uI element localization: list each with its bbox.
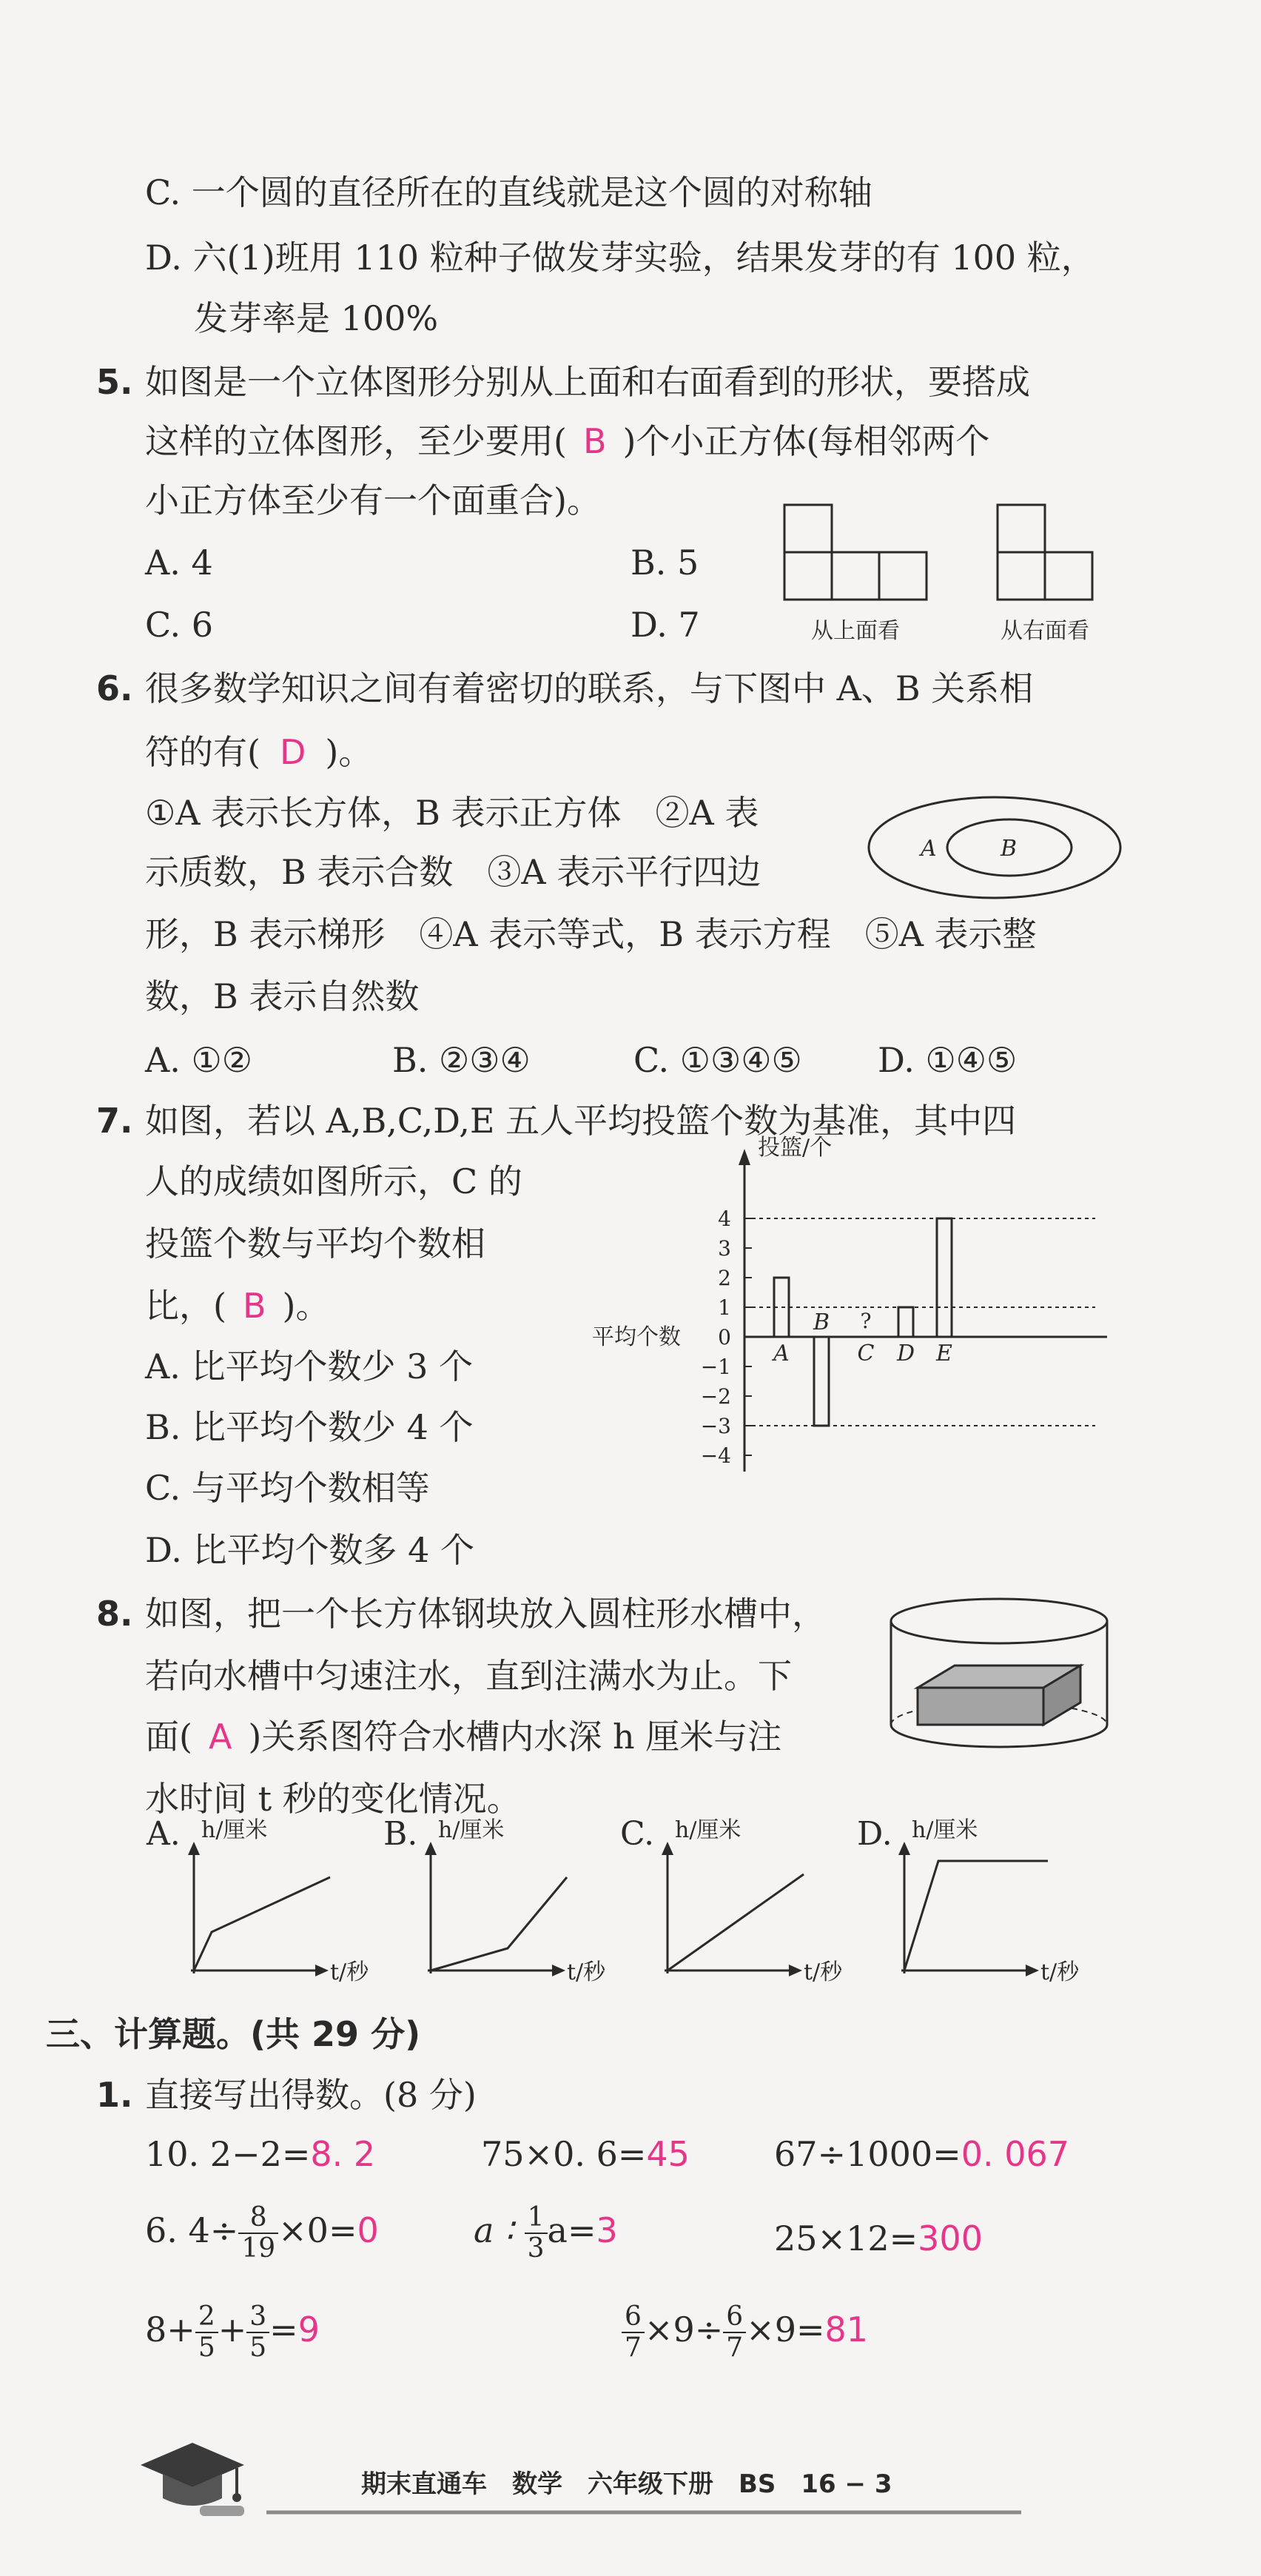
bar-unknown-mark: ?: [860, 1309, 872, 1333]
graph-x-label: t/秒: [330, 1959, 369, 1985]
graph-curve: [194, 1877, 330, 1970]
q7-line4: 比，( B )。: [145, 1286, 330, 1326]
graph-x-arrow: [789, 1965, 802, 1976]
q6-line1: 很多数学知识之间有着密切的联系，与下图中 A、B 关系相: [145, 668, 1034, 708]
graph-option-label: C.: [620, 1815, 655, 1853]
fraction-1-3: $\frac{1}{3}$: [525, 2203, 548, 2264]
graph-y-label: h/厘米: [201, 1817, 268, 1843]
graduation-cap-icon: [133, 2435, 259, 2524]
graph-y-label: h/厘米: [675, 1817, 742, 1843]
calc-answer-5: 3: [596, 2210, 618, 2250]
graph-y-arrow: [898, 1842, 910, 1855]
bar-D: [898, 1307, 913, 1337]
calc-expr-5: a ∶ $\frac{1}{3}$ a=3: [474, 2202, 618, 2264]
q7-line3: 投篮个数与平均个数相: [145, 1224, 485, 1264]
q6-line6: 数，B 表示自然数: [145, 976, 420, 1016]
y-tick-label: 4: [718, 1207, 731, 1231]
fraction-2-5: $\frac{2}{5}$: [195, 2302, 218, 2363]
q8-graph-b: [382, 1800, 626, 1993]
tank-top-rim: [891, 1599, 1107, 1643]
q8-answer: A: [208, 1717, 232, 1757]
graph-curve: [904, 1861, 1048, 1970]
q5-number: 5.: [96, 362, 133, 402]
q6-option-d: D. ①④⑤: [878, 1040, 1018, 1080]
calc-expr-2: 75×0. 6=45: [481, 2134, 690, 2174]
q7-line2: 人的成绩如图所示，C 的: [145, 1161, 522, 1201]
y-tick-label: 3: [718, 1236, 731, 1261]
fraction-6-7-b: $\frac{6}{7}$: [723, 2302, 746, 2363]
calc-answer-6: 300: [918, 2218, 983, 2258]
y-tick-label: −3: [700, 1414, 731, 1438]
calc-q1-title: 直接写出得数。(8 分): [145, 2075, 477, 2115]
y-tick-label: 1: [718, 1295, 731, 1320]
baseline-label: 平均个数: [592, 1324, 681, 1350]
q6-option-b: B. ②③④: [392, 1040, 531, 1080]
calc-answer-8: 81: [824, 2310, 869, 2349]
graph-curve: [431, 1877, 567, 1970]
calc-q1-number: 1.: [96, 2075, 133, 2115]
q6-line3: ①A 表示长方体，B 表示正方体 ②A 表: [145, 793, 759, 833]
q4-option-c: C. 一个圆的直径所在的直线就是这个圆的对称轴: [145, 172, 872, 212]
q8-line3: 面( A )关系图符合水槽内水深 h 厘米与注: [145, 1717, 782, 1757]
footer-text: 期末直通车 数学 六年级下册 BS 16 − 3: [361, 2469, 892, 2499]
graph-y-label: h/厘米: [438, 1817, 505, 1843]
top-view-label: 从上面看: [811, 618, 900, 644]
q7-bar-chart: [577, 1133, 1110, 1480]
calc-expr-1: 10. 2−2=8. 2: [145, 2134, 376, 2174]
y-tick-label: −2: [700, 1384, 731, 1409]
q8-graph-c: [619, 1800, 863, 1993]
category-label-C: C: [857, 1341, 875, 1366]
fraction-8-19: $\frac{8}{19}$: [238, 2203, 278, 2264]
fraction-3-5: $\frac{3}{5}$: [246, 2302, 269, 2363]
graph-x-arrow: [315, 1965, 329, 1976]
q4-option-d-line1: D. 六(1)班用 110 粒种子做发芽实验，结果发芽的有 100 粒，: [145, 238, 1095, 278]
q8-line1: 如图，把一个长方体钢块放入圆柱形水槽中，: [145, 1594, 826, 1634]
q7-option-a: A. 比平均个数少 3 个: [145, 1346, 473, 1386]
calc-expr-8: $\frac{6}{7}$ ×9÷ $\frac{6}{7}$ ×9=81: [622, 2302, 868, 2363]
y-tick-label: −4: [700, 1443, 731, 1468]
calc-answer-4: 0: [357, 2210, 379, 2250]
venn-outer-set: [869, 797, 1120, 898]
q8-graph-a: [145, 1800, 389, 1993]
q8-line2: 若向水槽中匀速注水，直到注满水为止。下: [145, 1656, 792, 1696]
category-label-A: A: [773, 1341, 790, 1366]
q7-option-d: D. 比平均个数多 4 个: [145, 1530, 474, 1570]
category-label-E: E: [936, 1341, 952, 1366]
top-view-shape: [784, 505, 927, 600]
q6-answer: D: [279, 732, 306, 772]
q4-option-d-line2: 发芽率是 100%: [194, 298, 439, 338]
q5-line3: 小正方体至少有一个面重合)。: [145, 480, 601, 520]
graph-x-label: t/秒: [804, 1959, 843, 1985]
q6-option-c: C. ①③④⑤: [633, 1040, 802, 1080]
footer-rule: [266, 2508, 1021, 2517]
q5-views-figure: [770, 496, 1125, 651]
steel-block: [918, 1666, 1080, 1725]
q8-graph-d: [855, 1800, 1100, 1993]
venn-label-a: A: [921, 836, 937, 862]
calc-answer-3: 0. 067: [961, 2134, 1069, 2174]
y-tick-label: 0: [718, 1325, 731, 1349]
q6-line4: 示质数，B 表示合数 ③A 表示平行四边: [145, 852, 761, 892]
graph-x-label: t/秒: [567, 1959, 606, 1985]
q7-option-b: B. 比平均个数少 4 个: [145, 1407, 474, 1447]
q6-line5: 形，B 表示梯形 ④A 表示等式，B 表示方程 ⑤A 表示整: [145, 914, 1037, 954]
q5-option-d: D. 7: [630, 605, 700, 645]
q5-answer: B: [582, 421, 607, 461]
y-tick-label: −1: [700, 1355, 731, 1379]
calc-expr-6: 25×12=300: [774, 2218, 983, 2258]
graph-x-arrow: [552, 1965, 565, 1976]
q6-number: 6.: [96, 668, 133, 708]
graph-x-label: t/秒: [1040, 1959, 1080, 1985]
section3-title: 三、计算题。(共 29 分): [46, 2014, 421, 2054]
q6-option-a: A. ①②: [145, 1040, 252, 1080]
q7-number: 7.: [96, 1101, 133, 1141]
q8-number: 8.: [96, 1594, 133, 1634]
q5-line1: 如图是一个立体图形分别从上面和右面看到的形状，要搭成: [145, 362, 1030, 402]
category-label-D: D: [896, 1341, 915, 1366]
bar-B: [814, 1337, 829, 1426]
calc-answer-1: 8. 2: [310, 2134, 376, 2174]
q7-answer: B: [242, 1286, 266, 1326]
graph-option-label: B.: [383, 1815, 418, 1853]
graph-option-label: A.: [147, 1815, 181, 1853]
graph-y-arrow: [425, 1842, 437, 1855]
graph-y-arrow: [188, 1842, 200, 1855]
venn-label-b: B: [1001, 836, 1018, 862]
q6-venn-diagram: [861, 792, 1128, 903]
calc-expr-3: 67÷1000=0. 067: [774, 2134, 1069, 2174]
right-view-label: 从右面看: [1001, 618, 1089, 644]
calc-expr-4: 6. 4÷ $\frac{8}{19}$ ×0=0: [145, 2202, 379, 2264]
y-axis-arrow: [739, 1149, 750, 1165]
category-label-B: B: [813, 1309, 830, 1335]
graph-curve: [668, 1874, 804, 1970]
calc-answer-7: 9: [297, 2310, 320, 2349]
y-axis-label: 投篮/个: [758, 1135, 833, 1161]
q8-line4: 水时间 t 秒的变化情况。: [145, 1779, 521, 1819]
q7-line1: 如图，若以 A,B,C,D,E 五人平均投篮个数为基准，其中四: [145, 1101, 1017, 1141]
q5-option-a: A. 4: [145, 543, 213, 583]
q6-line2: 符的有( D )。: [145, 732, 373, 772]
q5-option-c: C. 6: [145, 605, 214, 645]
q5-option-b: B. 5: [630, 543, 699, 583]
right-view-shape: [998, 505, 1092, 600]
graph-option-label: D.: [857, 1815, 892, 1853]
calc-answer-2: 45: [646, 2134, 690, 2174]
q5-line2: 这样的立体图形，至少要用( B )个小正方体(每相邻两个: [145, 421, 990, 461]
graph-x-arrow: [1026, 1965, 1039, 1976]
graph-y-arrow: [662, 1842, 673, 1855]
bar-E: [937, 1218, 952, 1337]
q7-option-c: C. 与平均个数相等: [145, 1468, 430, 1508]
q8-tank-figure: [881, 1591, 1117, 1754]
graph-y-label: h/厘米: [912, 1817, 978, 1843]
fraction-6-7-a: $\frac{6}{7}$: [622, 2302, 645, 2363]
y-tick-label: 2: [718, 1266, 731, 1290]
calc-expr-7: 8+ $\frac{2}{5}$ + $\frac{3}{5}$ =9: [145, 2301, 320, 2363]
